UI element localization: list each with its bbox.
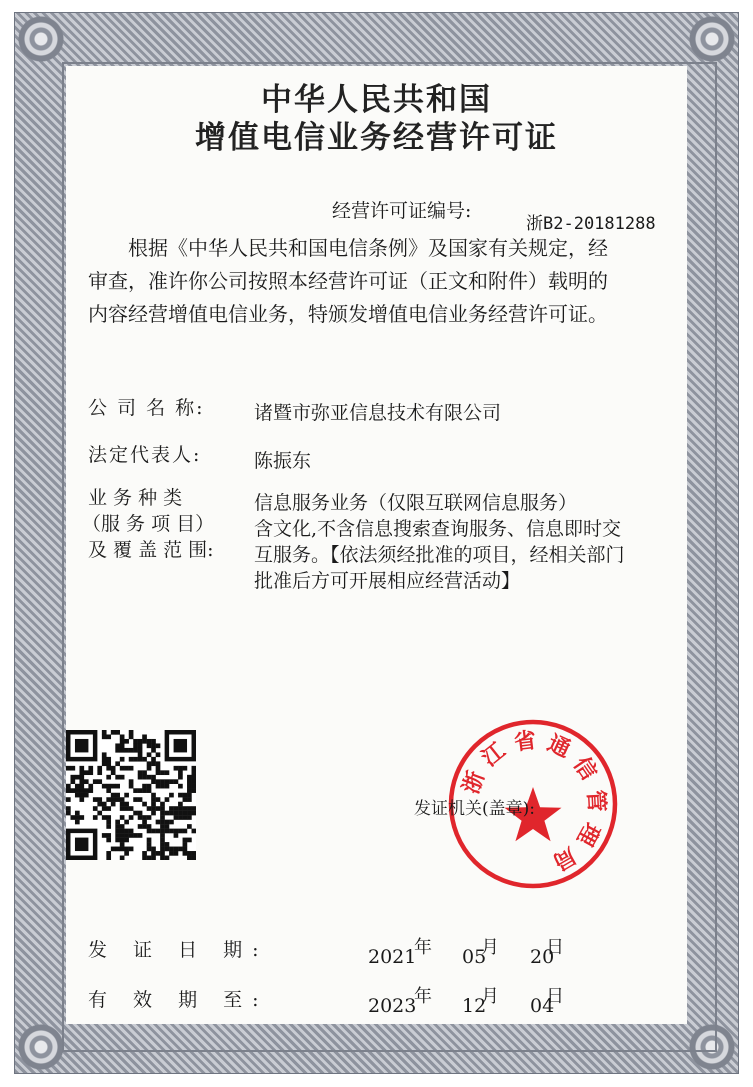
scope-line: 互服务。【依法须经批准的项目，经相关部门 <box>254 544 625 566</box>
issuer-label: 发证机关(盖章): <box>414 799 535 819</box>
title-line-1: 中华人民共和国 <box>261 82 492 118</box>
corner-ornament <box>689 16 735 62</box>
preamble-paragraph <box>88 232 688 331</box>
qr-code[interactable] <box>66 730 196 860</box>
expiry-month: 12 <box>462 995 487 1017</box>
license-number-label: 经营许可证编号: <box>332 200 472 222</box>
scope-line: 批准后方可开展相应经营活动】 <box>254 570 521 592</box>
expiry-day: 04 <box>530 995 555 1017</box>
company-label: 公 司 名 称: <box>88 397 205 419</box>
company-name: 诸暨市弥亚信息技术有限公司 <box>254 402 502 424</box>
seal-character: 信 <box>568 752 602 785</box>
preamble-line: 内容经营增值电信业务，特颁发增值电信业务经营许可证。 <box>88 302 608 326</box>
corner-ornament <box>18 1024 64 1070</box>
scope-line: 信息服务业务（仅限互联网信息服务） <box>254 492 578 514</box>
scope-label-line: 业 务 种 类 <box>88 487 183 509</box>
month-unit: 月 <box>481 986 499 1007</box>
seal-character: 通 <box>543 731 574 763</box>
seal-character: 江 <box>477 738 511 772</box>
issue-year: 2021 <box>368 946 417 968</box>
seal-character: 局 <box>548 841 581 875</box>
expiry-date-label: 有 效 期 至: <box>88 989 269 1011</box>
year-unit: 年 <box>414 937 432 958</box>
day-unit: 日 <box>546 986 564 1007</box>
legal-rep-label: 法定代表人: <box>88 444 202 466</box>
legal-rep-name: 陈振东 <box>254 450 312 472</box>
seal-character: 管 <box>582 789 609 813</box>
expiry-year: 2023 <box>368 995 417 1017</box>
scope-label-line: （服 务 项 目） <box>82 513 215 535</box>
year-unit: 年 <box>414 986 432 1007</box>
corner-ornament <box>18 16 64 62</box>
issue-day: 20 <box>530 946 555 968</box>
issue-date-label: 发 证 日 期: <box>88 939 269 961</box>
preamble-line: 审查，准许你公司按照本经营许可证（正文和附件）载明的 <box>88 269 608 293</box>
issue-month: 05 <box>462 946 487 968</box>
seal-character: 理 <box>571 818 605 850</box>
month-unit: 月 <box>481 937 499 958</box>
scope-line: 含文化,不含信息搜索查询服务、信息即时交 <box>254 518 622 540</box>
day-unit: 日 <box>546 937 564 958</box>
license-number: 浙B2-20181288 <box>526 214 656 234</box>
title-line-2: 增值电信业务经营许可证 <box>195 120 558 156</box>
business-scope <box>254 490 704 594</box>
preamble-line: 根据《中华人民共和国电信条例》及国家有关规定，经 <box>128 236 608 260</box>
seal-character: 浙 <box>458 768 490 798</box>
seal-character: 省 <box>512 728 538 756</box>
scope-label-line: 及 覆 盖 范 围: <box>88 539 214 561</box>
scope-labels <box>82 485 215 563</box>
